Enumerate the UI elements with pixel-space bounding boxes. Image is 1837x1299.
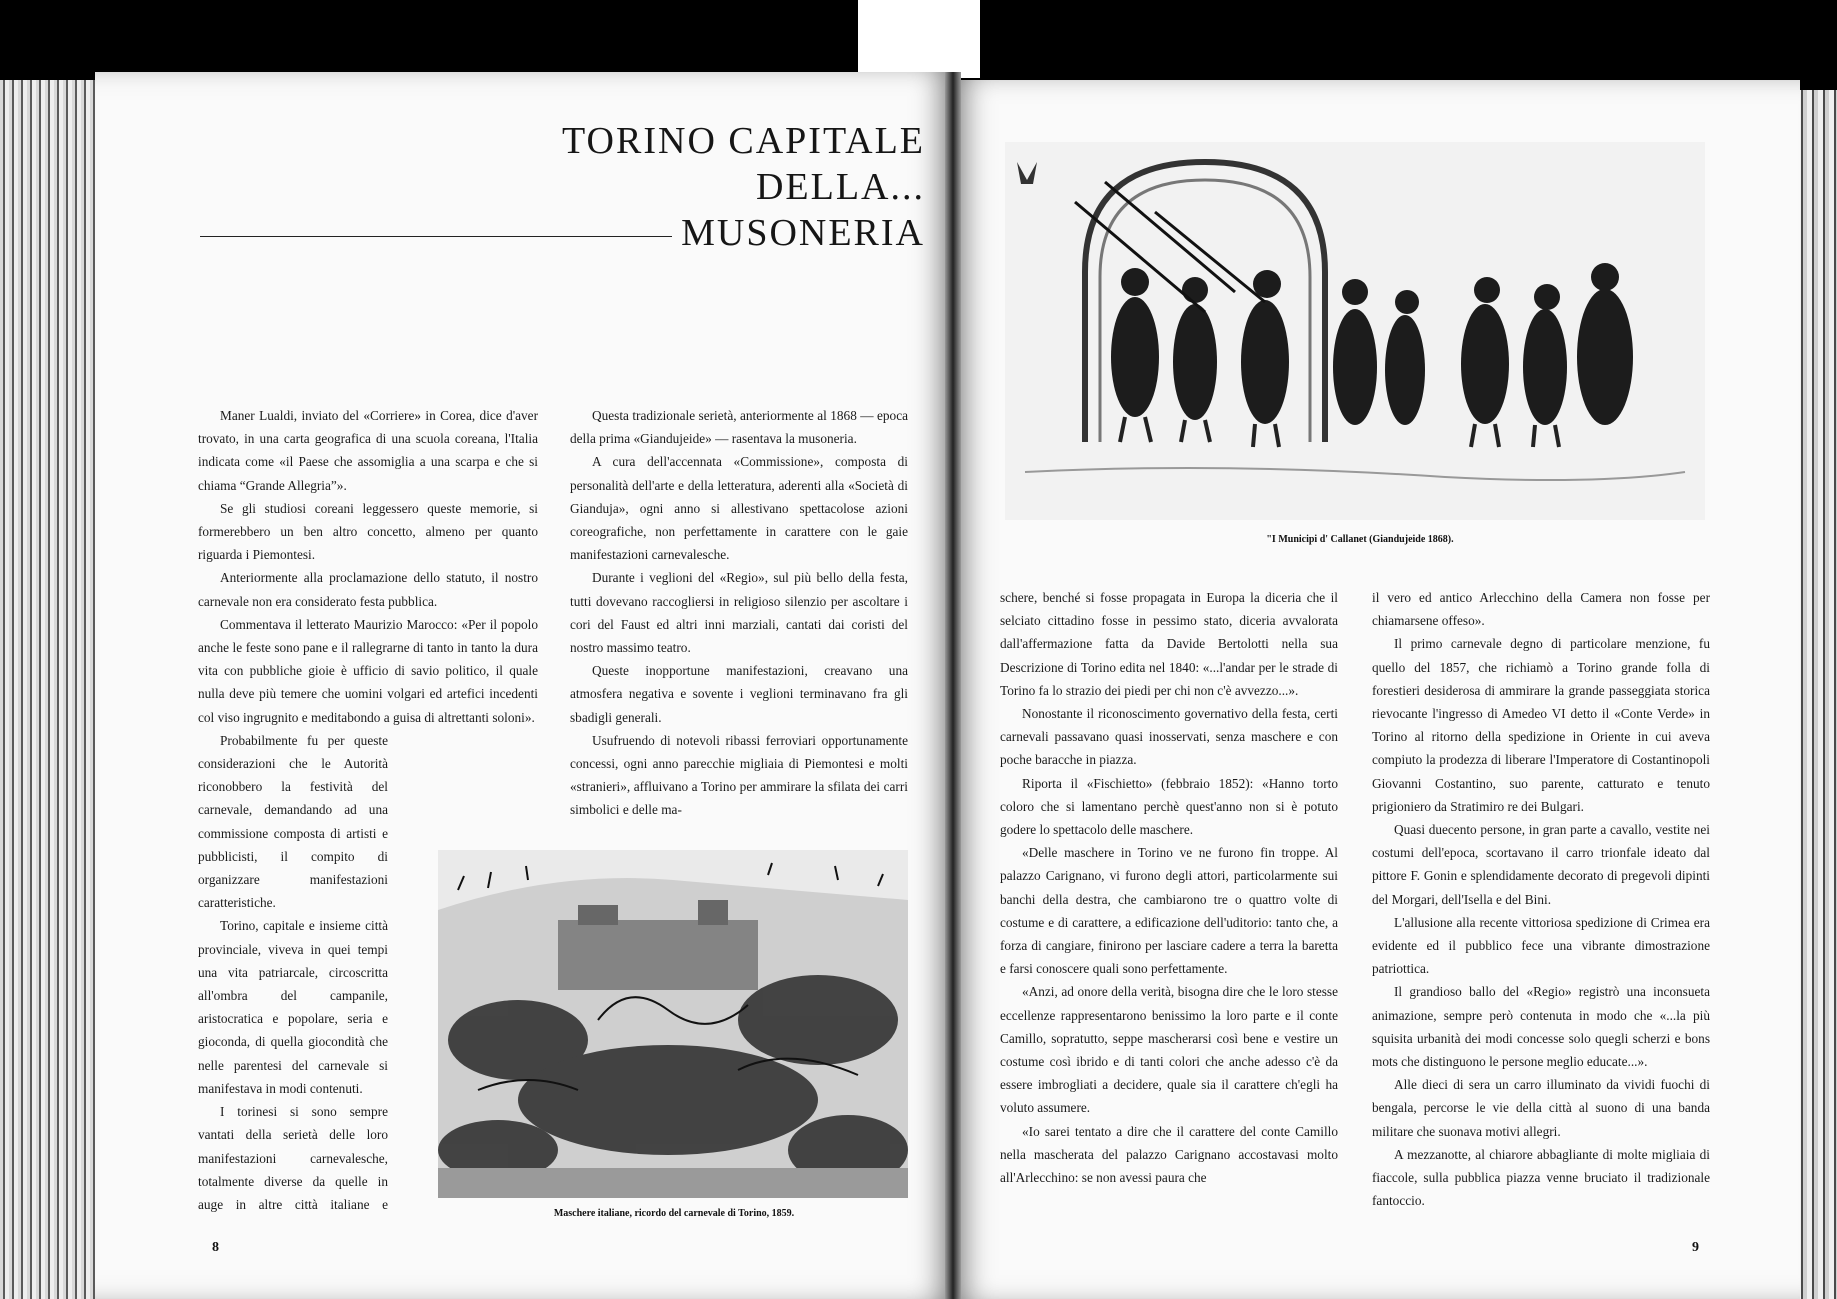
carnival-caption: Maschere italiane, ricordo del carnevale di Torino, 1859. — [553, 1208, 795, 1219]
municipi-illustration — [1005, 142, 1705, 520]
paragraph: L'allusione alla recente vittoriosa spedizione di Crimea era evidente ed il pubblico fece una vibrante dimostrazione patriottica. — [1372, 914, 1710, 977]
paragraph: schere, benché si fosse propagata in Europa la diceria che il selciato cittadino fosse in pessimo stato, diceria avvalorata dall'affermazione fatta da Davide Bertolotti nella sua Descrizione di Torino edita nel 1840: «...l'andar per le strade di Torino fa lo strazio dei piedi per chi non c'è avvezzo...». — [1000, 590, 1338, 698]
article-title-line-1: TORINO CAPITALE — [562, 120, 925, 162]
paragraph: Il grandioso ballo del «Regio» registrò una inconsueta animazione, sempre però contenuta in modo che «...la più squisita urbanità dei modi concesse solo quegli scherzi e bons mots che distinguono le persone meglio educate...». — [1372, 984, 1710, 1070]
paragraph: I torinesi si sono sempre vantati della serietà delle loro manifestazioni carnevalesche, totalmente diverse da quelle in auge in altre città italiane e — [198, 1104, 388, 1212]
municipi-engraving — [1005, 142, 1705, 520]
paragraph: «Io sarei tentato a dire che il carattere del conte Camillo nella mascherata del palazzo Carignano accostavasi molto all'Arlecchino: se non avessi paura che — [1000, 1123, 1338, 1186]
left-column-2 — [570, 404, 908, 824]
paragraph: Queste inopportune manifestazioni, creavano una atmosfera negativa e sovente i veglioni terminavano fra gli sbadigli generali. — [570, 663, 908, 725]
page-number-right: 9 — [1692, 1240, 1699, 1255]
paragraph: Questa tradizionale serietà, anteriormente al 1868 — epoca della prima «Giandujeide» — rasentava la musoneria. — [570, 408, 908, 447]
paragraph: Usufruendo di notevoli ribassi ferroviari opportunamente concessi, ogni anno parecchie migliaia di Piemontesi e molti «stranieri», affluivano a Torino per ammirare la sfilata dei carri simbolici e delle ma- — [570, 732, 908, 818]
paragraph: Torino, capitale e insieme città provinciale, viveva in quei tempi una vita patriarcale, circoscritta all'ombra del campanile, aristocratica e popolare, seria e gioconda, di quella giocondità che nelle parentesi del carnevale si manifestava in modi contenuti. — [198, 918, 388, 1096]
paragraph: Se gli studiosi coreani leggessero queste memorie, si formerebbero un ben altro concetto, almeno per quanto riguarda i Piemontesi. — [198, 500, 538, 563]
right-column-2 — [1372, 586, 1710, 1226]
carnival-illustration — [438, 850, 908, 1198]
paragraph: il vero ed antico Arlecchino della Camera non fosse per chiamarsene offeso». — [1372, 590, 1710, 629]
municipi-caption: "I Municipi d' Callanet (Giandujeide 1868). — [1266, 534, 1454, 545]
paragraph: A mezzanotte, al chiarore abbagliante di molte migliaia di fiaccole, sulla pubblica piazza venne bruciato il tradizionale fantoccio. — [1372, 1146, 1710, 1209]
paragraph: Riporta il «Fischietto» (febbraio 1852): «Hanno torto coloro che si lamentano perchè quest'anno non si è potuto godere lo spettacolo delle maschere. — [1000, 775, 1338, 838]
article-title-line-2: DELLA... MUSONERIA — [681, 166, 925, 254]
book-page-edges-left — [0, 80, 110, 1299]
paragraph: Nonostante il riconoscimento governativo della festa, certi carnevali passavano quasi inosservati, senza maschere e con poche baracche in piazza. — [1000, 706, 1338, 768]
paragraph: Il primo carnevale degno di particolare menzione, fu quello del 1857, che richiamò a Torino grande folla di forestieri desiderosa di ammirare la grande passeggiata storica rievocante l'ingresso di Amedeo VI detto il «Conte Verde» in Torino al ritorno della spedizione in Oriente in cui aveva compiuto la prodezza di liberare l'Imperatore di Costantinopoli Giovanni Costantino, suo parente, catturato e tenuto prigioniero da Stratimiro re dei Bulgari. — [1372, 636, 1710, 814]
title-rule — [200, 236, 672, 237]
paragraph: «Anzi, ad onore della verità, bisogna dire che le loro stesse eccellenze rappresentarono benissimo la loro parte e il conte Camillo, sopratutto, seppe mascherarsi così bene e vestire un costume così ibrido e di tanti colori che anche adesso c'è da essere imbrogliati a decidere, quale sia il carattere ch'egli ha voluto assumere. — [1000, 984, 1338, 1116]
paragraph: A cura dell'accennata «Commissione», composta di personalità dell'arte e della letteratura, aderenti alla «Società di Gianduja», ogni anno si allestivano spettacolose azioni coreografiche, non perfettamente in carattere con le gaie manifestazioni carnevalesche. — [570, 454, 908, 563]
paragraph: «Delle maschere in Torino ve ne furono fin troppe. Al palazzo Carignano, vi furono degli attori, particolarmente sui banchi della destra, che cambiarono tre o quattro volte di costume e di carattere, a edificazione dell'uditorio: tanto che, a forza di cangiare, finirono per lasciare cadere a terra la baretta e farsi conoscere quali sono perfettamente. — [1000, 845, 1338, 977]
book-gutter — [945, 72, 961, 1299]
paragraph: Alle dieci di sera un carro illuminato da vividi fuochi di bengala, percorse le vie della città al suono di una banda militare che suonava motivi allegri. — [1372, 1077, 1710, 1139]
paragraph: Anteriormente alla proclamazione dello statuto, il nostro carnevale non era considerato festa pubblica. — [198, 570, 538, 609]
background-notch — [858, 0, 980, 78]
page-number-left: 8 — [212, 1240, 219, 1255]
paragraph: Maner Lualdi, inviato del «Corriere» in Corea, dice d'aver trovato, in una carta geografica di una scuola coreana, l'Italia indicata come «il Paese che assomiglia a una scarpa e che si chiama “Grande Allegria”». — [198, 408, 538, 493]
carnival-engraving — [438, 850, 908, 1198]
paragraph: Durante i veglioni del «Regio», sul più bello della festa, tutti dovevano raccogliersi in religioso silenzio per ascoltare i cori del Faust ed altri inni marziali, cantati dai coristi del nostro massimo teatro. — [570, 570, 908, 656]
paragraph: Commentava il letterato Maurizio Marocco: «Per il popolo anche le feste sono pane e il rallegrarne di tanto in tanto la dura vita con pubbliche gioie è ufficio di savio politico, il quale nulla deve più temere che uomini volgari ed artefici incedenti col viso ingrugnito e meditabondo a guisa di altrettanti soloni». — [198, 616, 538, 725]
right-column-1 — [1000, 586, 1338, 1226]
paragraph: Probabilmente fu per queste considerazioni che le Autorità riconobbero la festività del carnevale, demandando ad una commissione composta di artisti e pubblicisti, il compito di organizzare manifestazioni caratteristiche. — [198, 732, 388, 911]
paragraph: Quasi duecento persone, in gran parte a cavallo, vestite nei costumi dell'epoca, scortavano il carro trionfale ideato dal pittore F. Gonin e splendidamente decorato di pregevoli dipinti del Morgari, dell'Isella e del Bini. — [1372, 822, 1710, 907]
